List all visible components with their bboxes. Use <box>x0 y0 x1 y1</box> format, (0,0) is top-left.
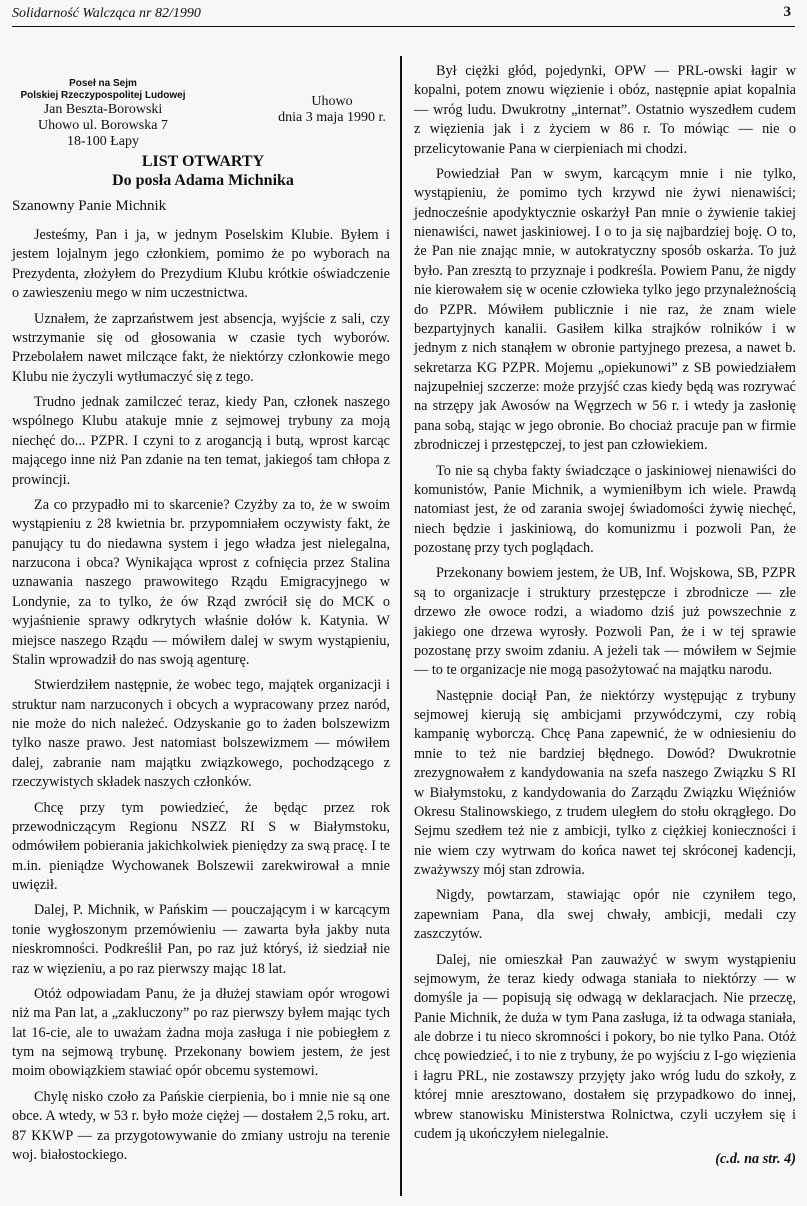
paragraph: Trudno jednak zamilczeć teraz, kiedy Pan, członek naszego wspólnego Klubu atakuje mnie z sejmowej trybuny za moją niechęć do... PZPR. I czyni to z arogancją i butą, wprost karcąc mającego inne niż Pan zdanie na ten temat, jakiegoś tam chłopa z prowincji. <box>12 394 390 488</box>
paragraph: Otóż odpowiadam Panu, że ja dłużej stawiam opór wrogowi niż ma Pan lat, a „zakluczony” po raz pierwszy byłem mając tych lat 16-cie, ale to uważam żadna moja zasługa i nie pobiegłem z tym na sejmową trybunę. Przekonany bowiem jestem, że jest moim obowiązkiem stawiać opór obcemu systemowi. <box>12 985 390 1080</box>
page-header <box>12 4 795 27</box>
column-divider <box>400 56 402 1196</box>
paragraph: Stwierdziłem następnie, że wobec tego, majątek organizacji i struktur nam narzuconych i obcych a wypracowany przez naród, nie może do nich należeć. Odzyskanie go to żaden bolszewizm tylko nasze prawo. Jest natomiast bolszewizmem — mówiłem dalej, zabranie nam majątku związkowego, pochodzącego z rzeczywistych składek naszych członków. <box>12 677 390 791</box>
publication-title: Solidarność Walcząca nr 82/1990 <box>12 6 201 21</box>
letter-title <box>12 152 394 190</box>
paragraph: Powiedział Pan w swym, karcącym mnie i nie tylko, wystąpieniu, że pomimo tych krzywd nie żywi nienawiści; jednocześnie apodyktycznie oskarżył Pan mnie o żywienie takiej nienawiści, nawet jaskiniowej. I o to ja się najbardziej boję. O to, że Pan nie znając mnie, w autokratyczny sposób oskarża. To już było. Pan zresztą to przyznaje i podkreśla. Powiem Panu, że nigdy nie kierowałem się w ocenie człowieka tylko jego przynależnością do PZPR. Mówiłem publicznie i nie raz, że znam wiele bezpartyjnych kanalii. Gasiłem kilka strajków rolników i w jednym z nich stanąłem w obronie partyjnego prezesa, a nawet b. sekretarza KG PZPR. Mojemu „opiekunowi” z SB powiedziałem najzupełniej szczerze: może przyjść czas kiedy będą was rozrywać na strzępy jak Awosów na Węgrzech w 56 r. i wtedy ja zasłonię pana sobą, stając w jego obronie. Bo chociaż pracuje pan w firmie zbrodniczej i przestępczej, to jest pan człowiekiem. <box>414 165 796 454</box>
sender-role-line1: Poseł na Sejm <box>69 78 137 89</box>
continuation-note: (c.d. na str. 4) <box>715 1151 796 1168</box>
sender-block <box>18 78 188 150</box>
paragraph: Dalej, nie omieszkał Pan zauważyć w swym wystąpieniu sejmowym, że teraz kiedy odwaga staniała to niektórzy — w domyśle ja — popisują się odwagą w deklaracjach. Nie przeczę, Panie Michnik, że duża w tym Pana zasługa, iż ta odwaga staniała, ale dobrze i tu nieco skromności i pokory, bo nie tylko Pana. Otóż chcę powiedzieć, i to nie z trybuny, że po wyjściu z I-go więzienia i łagru PRL, nie zostawszy przyjęty jako wróg ludu do szkoły, z której mnie aresztowano, dostałem się przypadkowo do innej, wbrew stanowisku Ministerstwa Rolnictwa, czyli uczyłem się i cudem ją ukończyłem nielegalnie. <box>414 951 796 1142</box>
paragraph: Dalej, P. Michnik, w Pańskim — pouczającym i w karcącym tonie wygłoszonym przemówieniu — zawarta była jakby nuta nieskromności. Podkreślił Pan, po raz już któryś, iż siedział nie raz w więzieniu, a po raz pierwszy mając 18 lat. <box>12 902 390 977</box>
paragraph: Przekonany bowiem jestem, że UB, Inf. Wojskowa, SB, PZPR są to organizacje i struktury przestępcze i zbrodnicze — złe drzewo złe owoce rodzi, a wiadomo dziś już powszechnie z jakiego one drzewa wyrosły. Pozwoli Pan, że i w tej sprawie pozostanę przy swoim zdaniu. A jeżeli tak — mówiłem w Sejmie — to te organizacje nie mogą pasożytować na majątku narodu. <box>414 565 796 679</box>
sender-role-line2: Polskiej Rzeczypospolitej Ludowej <box>20 90 186 101</box>
title-line1: LIST OTWARTY <box>141 153 265 170</box>
place-date-block <box>262 94 402 126</box>
salutation: Szanowny Panie Michnik <box>12 198 167 214</box>
sender-name: Jan Beszta-Borowski <box>43 102 163 117</box>
sender-postal: 18-100 Łapy <box>67 134 139 149</box>
paragraph: Następnie dociął Pan, że niektórzy występując z trybuny sejmowej kierują się ambicjami przywódczymi, czy robią kampanię wyborczą. Chcę Pana zapewnić, że w odniesieniu do mnie to też nie bardziej błędnego. Dowód? Dwukrotnie zrezygnowałem z kandydowania na szefa naszego Związku S RI w Białymstoku, z kandydowania do Zarządu Związku Więźniów Okresu Stalinowskiego, z trudem uległem do stołu okrągłego. Do Sejmu szedłem też nie z ambicji, tylko z ciężkiej konieczności i nie wiem czy wytrwam do końca nawet tej skróconej kadencji, zważywszy mój stan zdrowia. <box>414 687 796 878</box>
paragraph: Chcę przy tym powiedzieć, że będąc przez rok przewodniczącym Regionu NSZZ RI S w Białymstoku, odmówiłem pobierania jakichkolwiek pieniędzy za swą pracę. I te m.in. pieniądze Wychowanek Bolszewii zarekwirował a mnie uwięził. <box>12 799 390 893</box>
paragraph: Uznałem, że zaprzaństwem jest absencja, wyjście z sali, czy wstrzymanie się od głosowania w czasie tych wyborów. Przebolałem nawet milczące fakt, że niektórzy członkowie mego Klubu nie życzyli wytłumaczyć się z tego. <box>12 310 390 385</box>
page-number: 3 <box>783 4 791 20</box>
paragraph: Chylę nisko czoło za Pańskie cierpienia, bo i mnie nie są one obce. A wtedy, w 53 r. było może ciężej — dostałem 2,5 roku, art. 87 KKWP — za przygotowywanie do zmiany ustroju na terenie woj. białostockiego. <box>12 1088 390 1163</box>
right-column <box>414 62 796 1170</box>
title-line2: Do posła Adama Michnika <box>112 172 294 189</box>
paragraph: Był ciężki głód, pojedynki, OPW — PRL-owski łagir w kopalni, potem znowu więzienie i obóz, następnie apiat kopalnia — wróg ludu. Dwukrotny „internat”. Ostatnio wyszedłem cudem z więzienia jak i z życiem w 86 r. To mówiąc — nie o przelicytowanie Pana w cierpieniach mi chodzi. <box>414 63 796 157</box>
paragraph: Nigdy, powtarzam, stawiając opór nie czyniłem tego, zapewniam Pana, dla swej chwały, ambicji, medali czy zaszczytów. <box>414 887 796 943</box>
sender-street: Uhowo ul. Borowska 7 <box>38 118 168 133</box>
paragraph: To nie są chyba fakty świadczące o jaskiniowej nienawiści do komunistów, Panie Michnik, a wymieniłbym ich wiele. Prawdą natomiast jest, że od zarania swojej świadomości żywię niechęć, niech będzie i jaskiniową, do komunizmu i pozwoli Pan, że pozostanę przy tych poglądach. <box>414 462 796 556</box>
left-column <box>12 226 390 1171</box>
paragraph: Za co przypadło mi to skarcenie? Czyżby za to, że w swoim wystąpieniu z 28 kwietnia br. przypomniałem oczywisty fakt, że panujący tu do niedawna system i jego władza jest nielegalna, narzucona i obca? Wynikająca wprost z cofnięcia przez Stalina uznawania naszego prawowitego Rządu Emigracyjnego w Londynie, za to tylko, że ów Rząd zwrócił się do MCK o wyjaśnienie sprawy odkrytych właśnie dołów k. Katynia. W miejsce naszego Rządu — mówiłem dalej w swym wystąpieniu, Stalin wprowadził do nas swoją agenturę. <box>12 496 390 668</box>
paragraph: Jesteśmy, Pan i ja, w jednym Poselskim Klubie. Byłem i jestem lojalnym jego członkiem, pomimo że po wyborach na Prezydenta, złożyłem do Prezydium Klubu krótkie oświadczenie o zawieszeniu mego w nim uczestnictwa. <box>12 227 390 302</box>
place-city: Uhowo <box>311 94 353 109</box>
letter-date: dnia 3 maja 1990 r. <box>278 110 386 125</box>
